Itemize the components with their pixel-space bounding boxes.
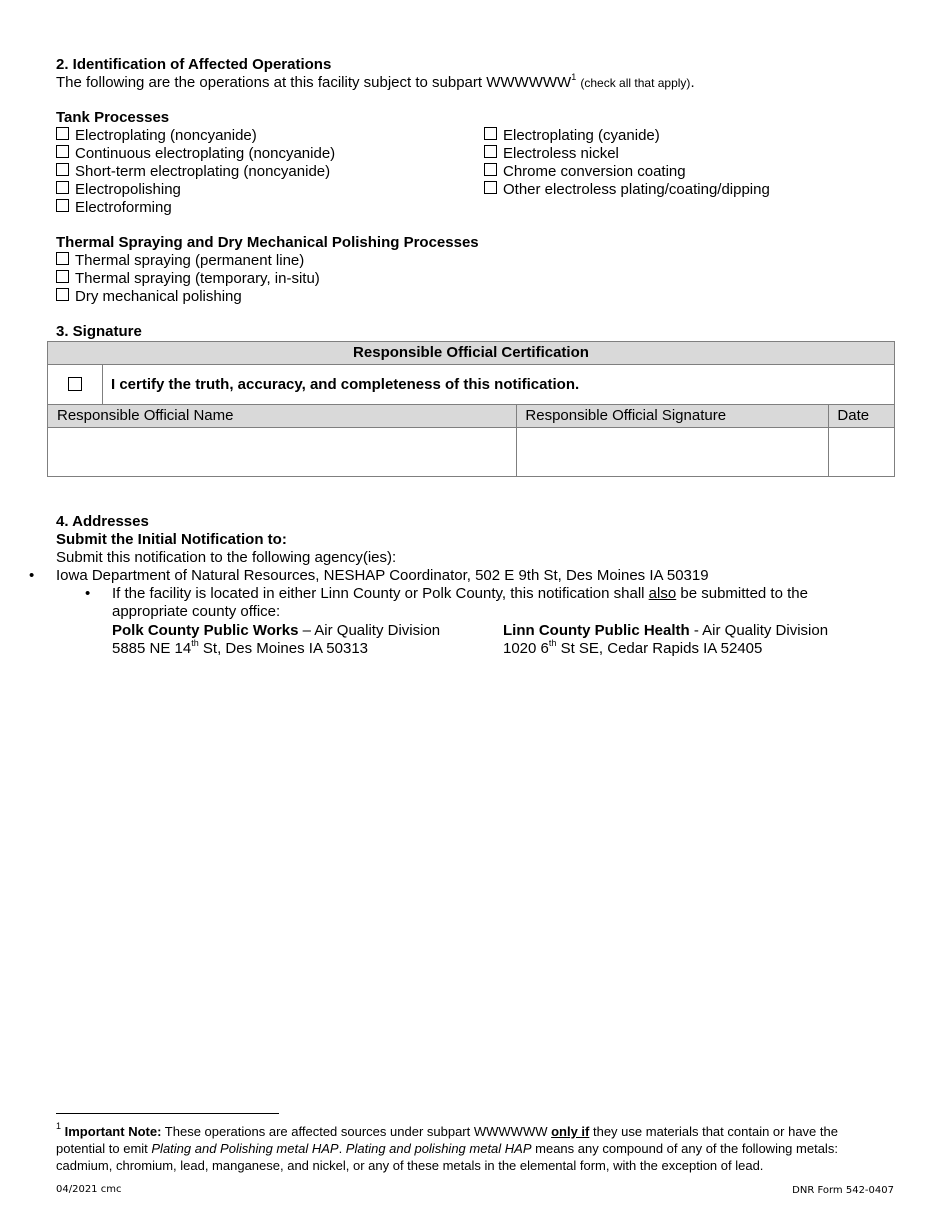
linn-addr-sup: th — [548, 638, 557, 648]
polk-name: Polk County Public Works — [112, 622, 299, 639]
certify-checkbox[interactable] — [68, 377, 82, 391]
official-name-field[interactable] — [48, 428, 517, 477]
intro-end: . — [690, 74, 695, 91]
checkbox-option — [484, 127, 770, 145]
intro-note: (check all that apply) — [580, 76, 691, 90]
county-text-also: also — [648, 585, 677, 602]
linn-addr-b: St SE, Cedar Rapids IA 52405 — [556, 640, 763, 657]
linn-division: - Air Quality Division — [689, 622, 829, 639]
certification-title: Responsible Official Certification — [48, 342, 895, 365]
thermal-heading: Thermal Spraying and Dry Mechanical Polishing Processes — [56, 234, 479, 251]
agency-iowa-dnr: Iowa Department of Natural Resources, NESHAP Coordinator, 502 E 9th St, Des Moines IA 50319 — [56, 567, 709, 584]
polk-addr-a: 5885 NE 14 — [112, 640, 192, 657]
option-label: Continuous electroplating (noncyanide) — [75, 145, 336, 162]
footnote-italic-1: Plating and Polishing metal HAP — [151, 1141, 339, 1156]
col-official-signature: Responsible Official Signature — [517, 405, 829, 428]
checkbox-option — [484, 181, 770, 199]
checkbox-option — [56, 145, 335, 163]
thermal-list — [56, 252, 320, 306]
footnote-number: 1 — [56, 1121, 62, 1131]
footnote-text-3: . — [338, 1141, 346, 1156]
polk-addr-sup: th — [191, 638, 199, 648]
footnote-label: Important Note: — [64, 1124, 162, 1139]
addresses-section — [29, 513, 906, 621]
bullet-icon: • — [29, 567, 35, 584]
option-label: Electropolishing — [75, 181, 181, 198]
linn-county-address — [503, 622, 828, 658]
checkbox[interactable] — [56, 252, 69, 265]
checkbox-option — [484, 145, 770, 163]
option-label: Electroplating (noncyanide) — [75, 127, 257, 144]
option-label: Electroplating (cyanide) — [503, 127, 660, 144]
bullet-icon: • — [85, 585, 91, 602]
footnote-ref: 1 — [571, 72, 577, 82]
checkbox-option — [56, 288, 320, 306]
linn-name: Linn County Public Health — [503, 622, 690, 639]
checkbox[interactable] — [56, 145, 69, 158]
county-text-b: be submitted to the appropriate county office: — [112, 585, 808, 620]
checkbox-option — [484, 163, 770, 181]
option-label: Thermal spraying (permanent line) — [75, 252, 305, 269]
checkbox[interactable] — [56, 181, 69, 194]
option-label: Short-term electroplating (noncyanide) — [75, 163, 331, 180]
checkbox-option — [56, 199, 335, 217]
col-official-name: Responsible Official Name — [48, 405, 517, 428]
checkbox[interactable] — [484, 127, 497, 140]
polk-addr-b: St, Des Moines IA 50313 — [198, 640, 369, 657]
submit-intro: Submit this notification to the following agency(ies): — [56, 549, 397, 566]
footnote-text-4: means any compound of any of the following metals: cadmium, chromium, lead, manganese, and nickel, or any of these metals in the elemental form, with the exception of lead. — [56, 1141, 838, 1173]
signature-heading: 3. Signature — [56, 323, 142, 340]
list-item — [56, 585, 842, 621]
checkbox[interactable] — [56, 270, 69, 283]
footnote-italic-2: Plating and polishing metal HAP — [345, 1141, 532, 1156]
checkbox[interactable] — [56, 163, 69, 176]
date-field[interactable] — [829, 428, 895, 477]
polk-division: – Air Quality Division — [298, 622, 441, 639]
checkbox-option — [56, 127, 335, 145]
certification-table — [47, 341, 895, 477]
footnote-text-1: These operations are affected sources under subpart WWWWWW — [161, 1124, 552, 1139]
certify-checkbox-cell — [48, 365, 103, 405]
option-label: Dry mechanical polishing — [75, 288, 242, 305]
section2-heading: 2. Identification of Affected Operations — [56, 56, 332, 73]
agency-list — [0, 567, 830, 621]
list-item — [0, 567, 830, 585]
tank-right-list — [484, 127, 770, 199]
checkbox-option — [56, 270, 320, 288]
intro-text: The following are the operations at this facility subject to subpart WWWWWW — [56, 74, 572, 91]
footer-form-number: DNR Form 542-0407 — [792, 1185, 894, 1196]
footer-date: 04/2021 cmc — [56, 1184, 122, 1195]
footnote-only-if: only if — [551, 1124, 590, 1139]
checkbox-option — [56, 252, 320, 270]
checkbox[interactable] — [56, 288, 69, 301]
official-signature-field[interactable] — [517, 428, 829, 477]
section2-intro — [56, 74, 695, 92]
addresses-heading: 4. Addresses — [56, 513, 149, 530]
checkbox[interactable] — [484, 145, 497, 158]
checkbox-option — [56, 181, 335, 199]
checkbox-option — [56, 163, 335, 181]
footnote-separator — [56, 1113, 279, 1114]
checkbox[interactable] — [56, 199, 69, 212]
certify-statement: I certify the truth, accuracy, and completeness of this notification. — [103, 365, 895, 405]
linn-addr-a: 1020 6 — [503, 640, 549, 657]
option-label: Electroforming — [75, 199, 172, 216]
footnote-text-2: they use materials that contain or have the potential to emit — [56, 1124, 838, 1156]
checkbox[interactable] — [484, 181, 497, 194]
col-date: Date — [829, 405, 895, 428]
option-label: Other electroless plating/coating/dipping — [503, 181, 770, 198]
checkbox[interactable] — [484, 163, 497, 176]
tank-processes-heading: Tank Processes — [56, 109, 170, 126]
polk-county-address — [112, 622, 440, 658]
county-text-a: If the facility is located in either Linn County or Polk County, this notification shall — [112, 585, 649, 602]
option-label: Chrome conversion coating — [503, 163, 686, 180]
submit-heading: Submit the Initial Notification to: — [56, 531, 287, 548]
footnote — [56, 1123, 886, 1174]
checkbox[interactable] — [56, 127, 69, 140]
option-label: Thermal spraying (temporary, in-situ) — [75, 270, 320, 287]
tank-left-list — [56, 127, 335, 217]
option-label: Electroless nickel — [503, 145, 619, 162]
